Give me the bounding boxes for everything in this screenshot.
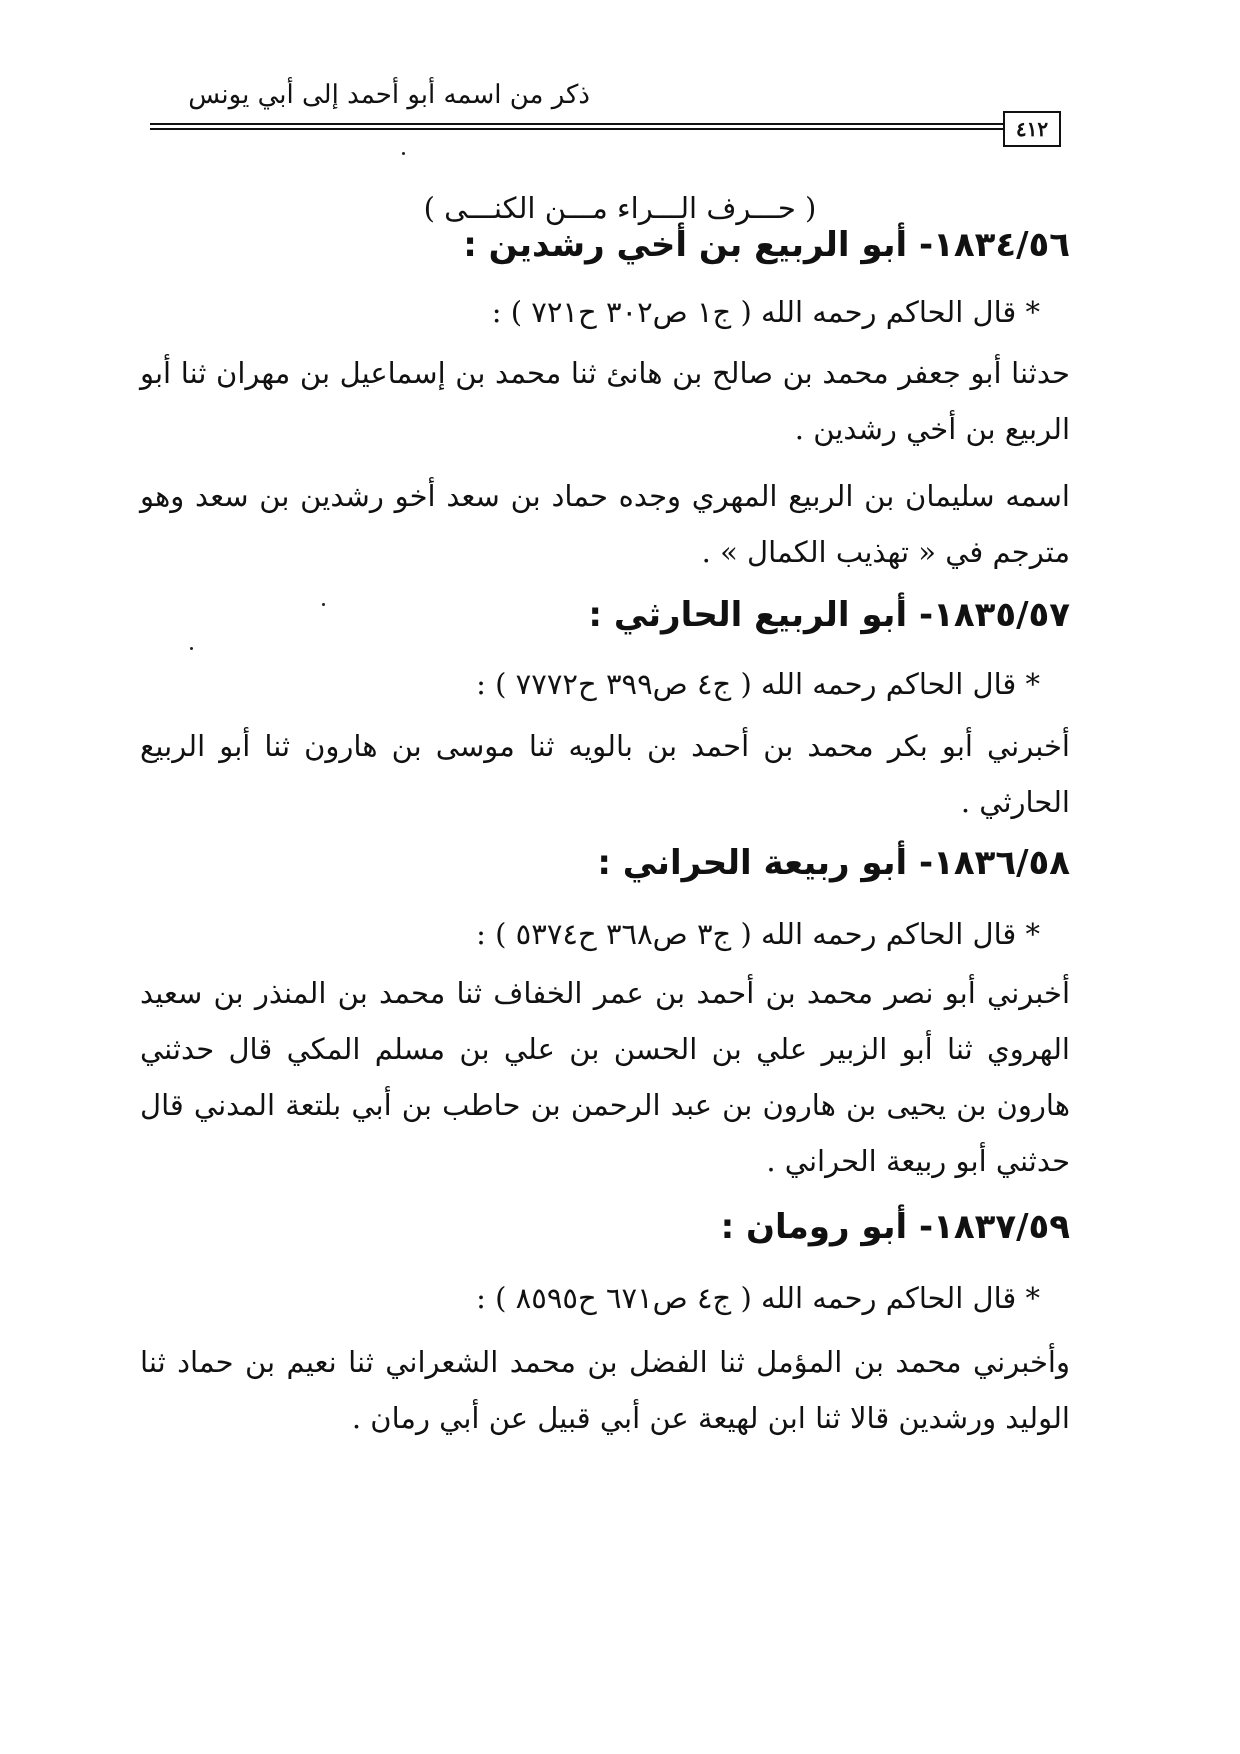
- entry-title: ١٨٣٧/٥٩- أبو رومان :: [720, 1207, 1070, 1247]
- citation: * قال الحاكم رحمه الله ( ج٤ ص٣٩٩ ح٧٧٧٢ ) :: [476, 667, 1040, 701]
- citation: * قال الحاكم رحمه الله ( ج٣ ص٣٦٨ ح٥٣٧٤ ) :: [476, 917, 1040, 951]
- entry-title: ١٨٣٥/٥٧- أبو الربيع الحارثي :: [588, 595, 1070, 635]
- speck: [402, 152, 405, 155]
- paragraph: اسمه سليمان بن الربيع المهري وجده حماد بن سعد أخو رشدين بن سعد وهو مترجم في « تهذيب الكمال » .: [140, 479, 1070, 569]
- section-title: ( حـــرف الـــراء مـــن الكنـــى ): [423, 191, 817, 225]
- speck: [190, 647, 193, 650]
- page-number: ٤١٢: [1003, 111, 1061, 147]
- entry-title: ١٨٣٦/٥٨- أبو ربيعة الحراني :: [597, 843, 1070, 883]
- entry-title: ١٨٣٤/٥٦- أبو الربيع بن أخي رشدين :: [463, 225, 1070, 265]
- paragraph: وأخبرني محمد بن المؤمل ثنا الفضل بن محمد الشعراني ثنا نعيم بن حماد ثنا الوليد ورشدين قالا ثنا ابن لهيعة عن أبي قبيل عن أبي رمان .: [140, 1345, 1070, 1435]
- citation: * قال الحاكم رحمه الله ( ج١ ص٣٠٢ ح٧٢١ ) :: [491, 295, 1040, 329]
- header-rule-line: [150, 128, 1050, 130]
- header-rule: [150, 115, 1050, 137]
- citation: * قال الحاكم رحمه الله ( ج٤ ص٦٧١ ح٨٥٩٥ ) :: [476, 1281, 1040, 1315]
- paragraph: أخبرني أبو بكر محمد بن أحمد بن بالويه ثنا موسى بن هارون ثنا أبو الربيع الحارثي .: [140, 729, 1070, 819]
- paragraph: حدثنا أبو جعفر محمد بن صالح بن هانئ ثنا محمد بن إسماعيل بن مهران ثنا أبو الربيع بن أخي رشدين .: [140, 356, 1070, 446]
- paragraph: أخبرني أبو نصر محمد بن أحمد بن عمر الخفاف ثنا محمد بن المنذر بن سعيد الهروي ثنا أبو الزبير علي بن الحسن بن علي بن مسلم المكي قال حدثني هارون بن يحيى بن هارون بن عبد الرحمن بن حاطب بن أبي بلتعة المدني قال حدثني أبو ربيعة الحراني .: [140, 976, 1070, 1178]
- running-title: ذكر من اسمه أبو أحمد إلى أبي يونس: [188, 80, 590, 110]
- header-rule-line: [150, 123, 1050, 125]
